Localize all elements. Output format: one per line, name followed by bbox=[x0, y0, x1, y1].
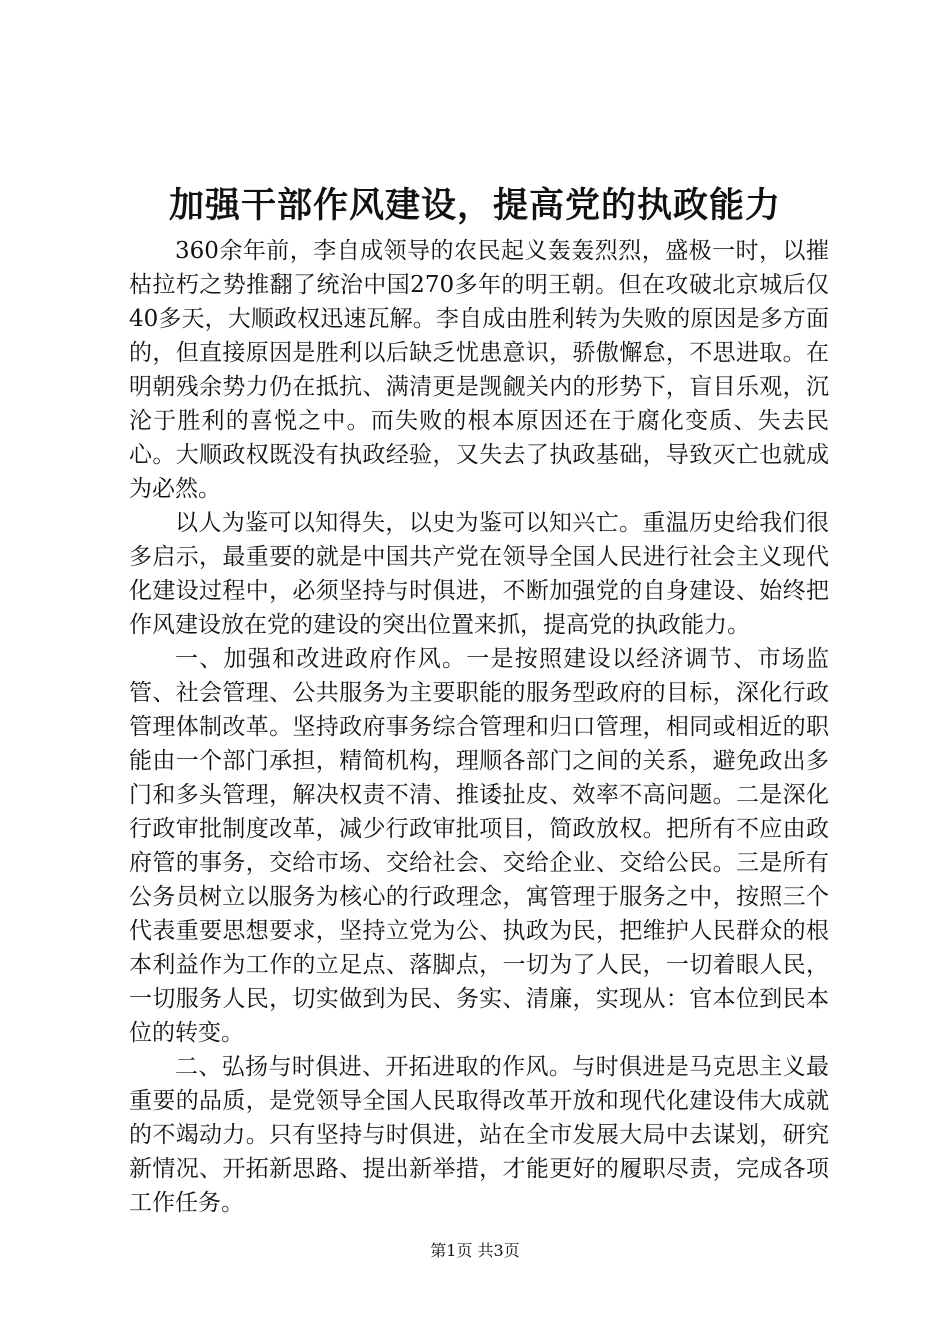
paragraph-2: 以人为鉴可以知得失，以史为鉴可以知兴亡。重温历史给我们很多启示，最重要的就是中国共产党在领导全国人民进行社会主义现代化建设过程中，必须坚持与时俱进，不断加强党的自身建设、始终把作风建设放在党的建设的突出位置来抓，提高党的执政能力。 bbox=[129, 510, 829, 638]
paragraph-1: 360余年前，李自成领导的农民起义轰轰烈烈，盛极一时，以摧枯拉朽之势推翻了统治中国270多年的明王朝。但在攻破北京城后仅40多天，大顺政权迅速瓦解。李自成由胜利转为失败的原因是多方面的，但直接原因是胜利以后缺乏忧患意识，骄傲懈怠，不思进取。在明朝残余势力仍在抵抗、满清更是觊觎关内的形势下，盲目乐观，沉沦于胜利的喜悦之中。而失败的根本原因还在于腐化变质、失去民心。大顺政权既没有执政经验，又失去了执政基础，导致灭亡也就成为必然。 bbox=[129, 238, 829, 502]
paragraph-4: 二、弘扬与时俱进、开拓进取的作风。与时俱进是马克思主义最重要的品质，是党领导全国人民取得改革开放和现代化建设伟大成就的不竭动力。只有坚持与时俱进，站在全市发展大局中去谋划，研究新情况、开拓新思路、提出新举措，才能更好的履职尽责，完成各项工作任务。 bbox=[129, 1054, 829, 1216]
document-title: 加强干部作风建设，提高党的执政能力 bbox=[168, 185, 781, 226]
document-body bbox=[129, 234, 829, 1220]
paragraph-3: 一、加强和改进政府作风。一是按照建设以经济调节、市场监管、社会管理、公共服务为主要职能的服务型政府的目标，深化行政管理体制改革。坚持政府事务综合管理和归口管理，相同或相近的职能由一个部门承担，精简机构，理顺各部门之间的关系，避免政出多门和多头管理，解决权责不清、推诿扯皮、效率不高问题。二是深化行政审批制度改革，减少行政审批项目，简政放权。把所有不应由政府管的事务，交给市场、交给社会、交给企业、交给公民。三是所有公务员树立以服务为核心的行政理念，寓管理于服务之中，按照三个代表重要思想要求，坚持立党为公、执政为民，把维护人民群众的根本利益作为工作的立足点、落脚点，一切为了人民，一切着眼人民，一切服务人民，切实做到为民、务实、清廉，实现从：官本位到民本位的转变。 bbox=[129, 646, 829, 1046]
page-footer: 第1页 共3页 bbox=[430, 1241, 520, 1260]
